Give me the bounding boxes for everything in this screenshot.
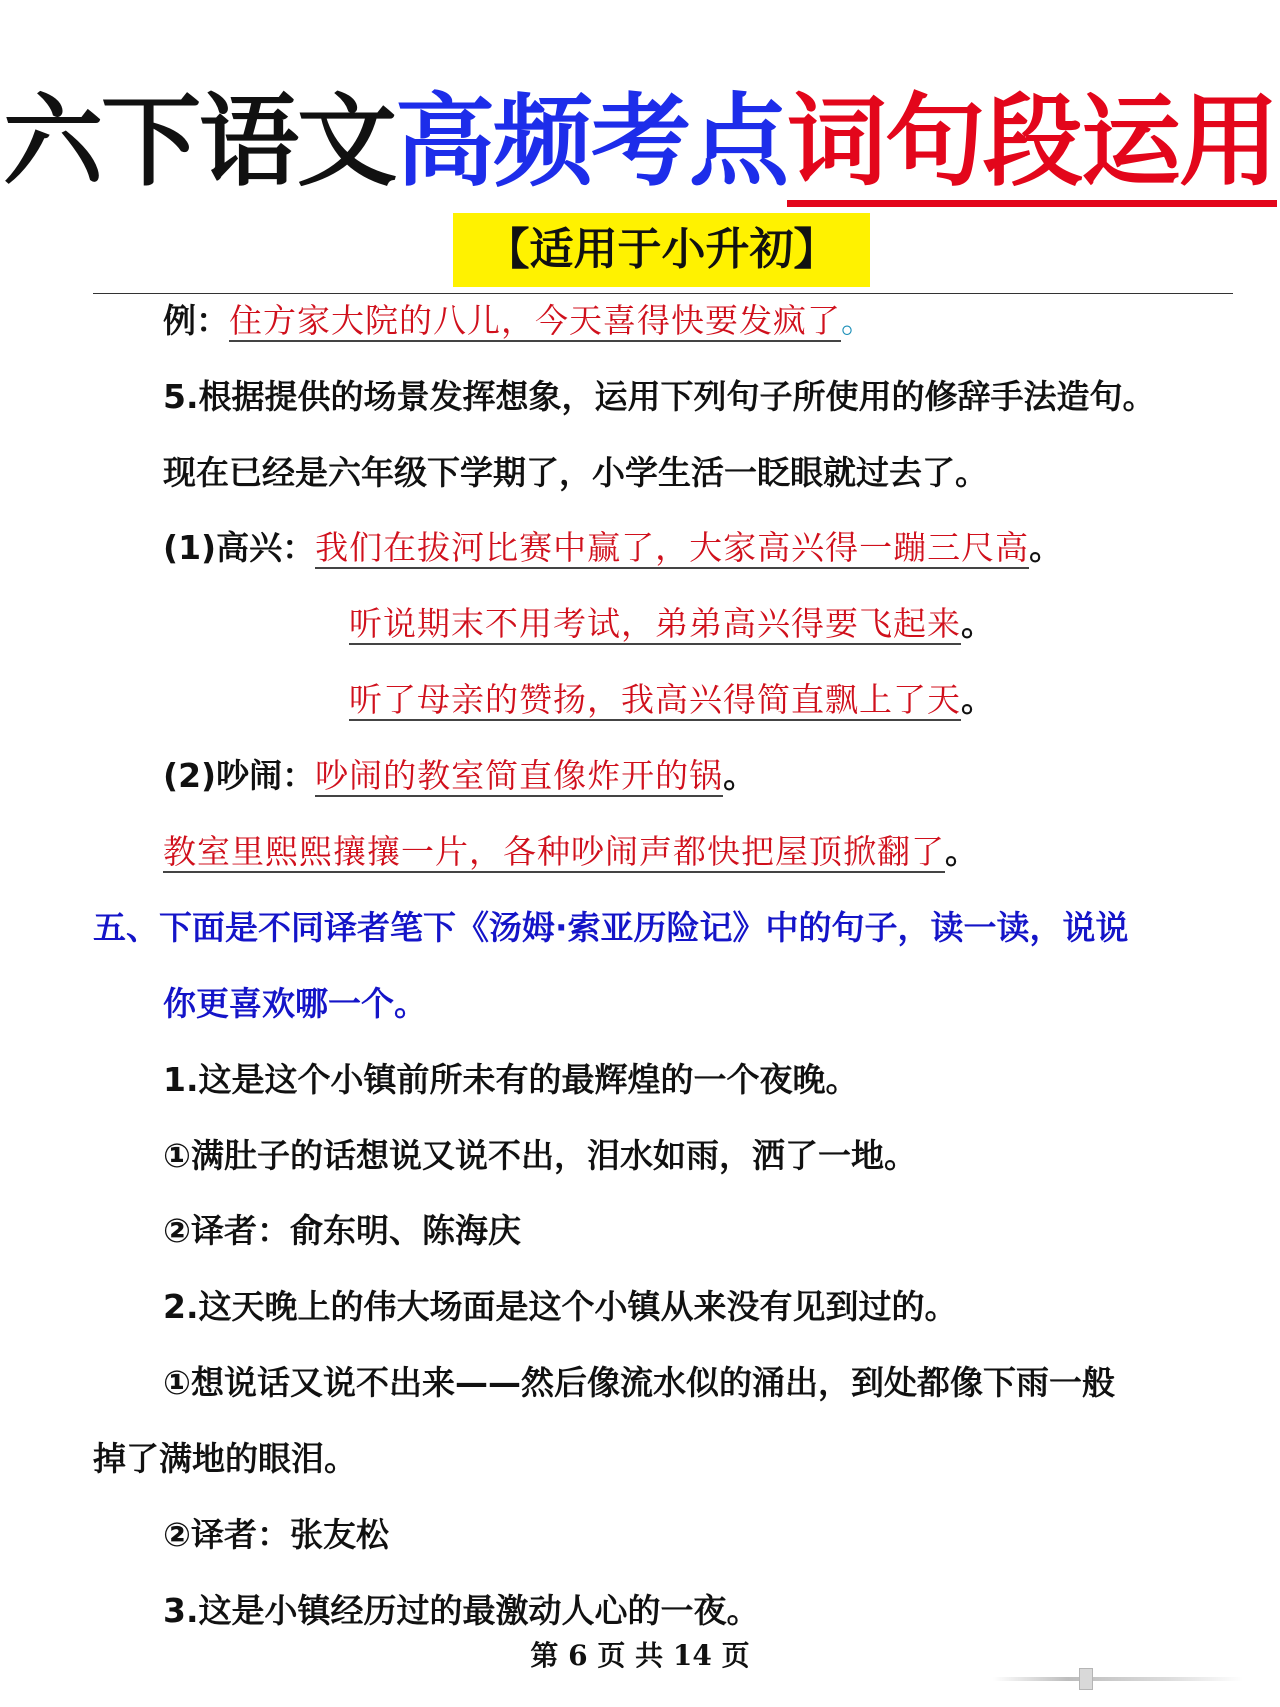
item-1-end-3: 。 (961, 680, 994, 719)
sentence-1: 1.这是这个小镇前所未有的最辉煌的一个夜晚。 (163, 1060, 859, 1099)
sentence-1-translator: ②译者：俞东明、陈海庆 (163, 1211, 521, 1250)
item-1-label: (1)高兴： (163, 528, 316, 567)
sentence-2: 2.这天晚上的伟大场面是这个小镇从来没有见到过的。 (163, 1287, 958, 1326)
example-line (163, 296, 874, 346)
item-2-answer-1: 吵闹的教室简直像炸开的锅 (315, 756, 724, 795)
sentence-3: 3.这是小镇经历过的最激动人心的一夜。 (163, 1591, 760, 1630)
item-2-end-1: 。 (723, 756, 757, 795)
item-2-answer-2: 教室里熙熙攘攘一片，各种吵闹声都快把屋顶掀翻了 (163, 832, 945, 871)
title-part-2: 高频考点 (395, 83, 787, 200)
horizontal-scrollbar[interactable] (993, 1668, 1243, 1690)
item-2-line-2 (163, 827, 978, 877)
example-end: 。 (841, 301, 874, 340)
item-1-answer-2: 听说期末不用考试，弟弟高兴得要飞起来 (349, 604, 961, 643)
sentence-2-translator: ②译者：张友松 (163, 1515, 389, 1554)
item-2 (163, 751, 756, 801)
title-part-1: 六下语文 (3, 83, 395, 200)
title-part-3: 词句段运用 (787, 83, 1277, 207)
page-title (0, 82, 1280, 202)
page-number: 第 6 页 共 14 页 (530, 1639, 750, 1672)
question-5-sentence: 现在已经是六年级下学期了，小学生活一眨眼就过去了。 (163, 453, 988, 492)
item-1-line-3 (349, 675, 994, 725)
header-divider (93, 293, 1233, 294)
scrollbar-track (993, 1677, 1243, 1681)
example-answer: 住方家大院的八儿，今天喜得快要发疯了 (229, 301, 841, 340)
item-1-line-2 (349, 599, 994, 649)
item-2-end-2: 。 (945, 832, 978, 871)
sentence-2-translation-cont: 掉了满地的眼泪。 (93, 1439, 357, 1478)
scrollbar-thumb[interactable] (1079, 1668, 1093, 1690)
item-1-answer-3: 听了母亲的赞扬，我高兴得简直飘上了天 (349, 680, 961, 719)
sentence-2-translation: ①想说话又说不出来——然后像流水似的涌出，到处都像下雨一般 (163, 1363, 1115, 1402)
example-label: 例： (163, 301, 229, 340)
subtitle-badge: 【适用于小升初】 (453, 213, 870, 287)
item-2-label: (2)吵闹： (163, 756, 316, 795)
sentence-1-translation: ①满肚子的话想说又说不出，泪水如雨，洒了一地。 (163, 1136, 917, 1175)
question-5: 5.根据提供的场景发挥想象，运用下列句子所使用的修辞手法造句。 (163, 377, 1156, 416)
item-1-answer-1: 我们在拔河比赛中赢了，大家高兴得一蹦三尺高 (315, 528, 1030, 567)
section-5-heading-cont: 你更喜欢哪一个。 (163, 984, 427, 1023)
item-1-end-1: 。 (1029, 528, 1063, 567)
item-1-end-2: 。 (961, 604, 994, 643)
section-5-heading: 五、下面是不同译者笔下《汤姆·索亚历险记》中的句子，读一读，说说 (93, 908, 1129, 947)
item-1 (163, 523, 1062, 573)
